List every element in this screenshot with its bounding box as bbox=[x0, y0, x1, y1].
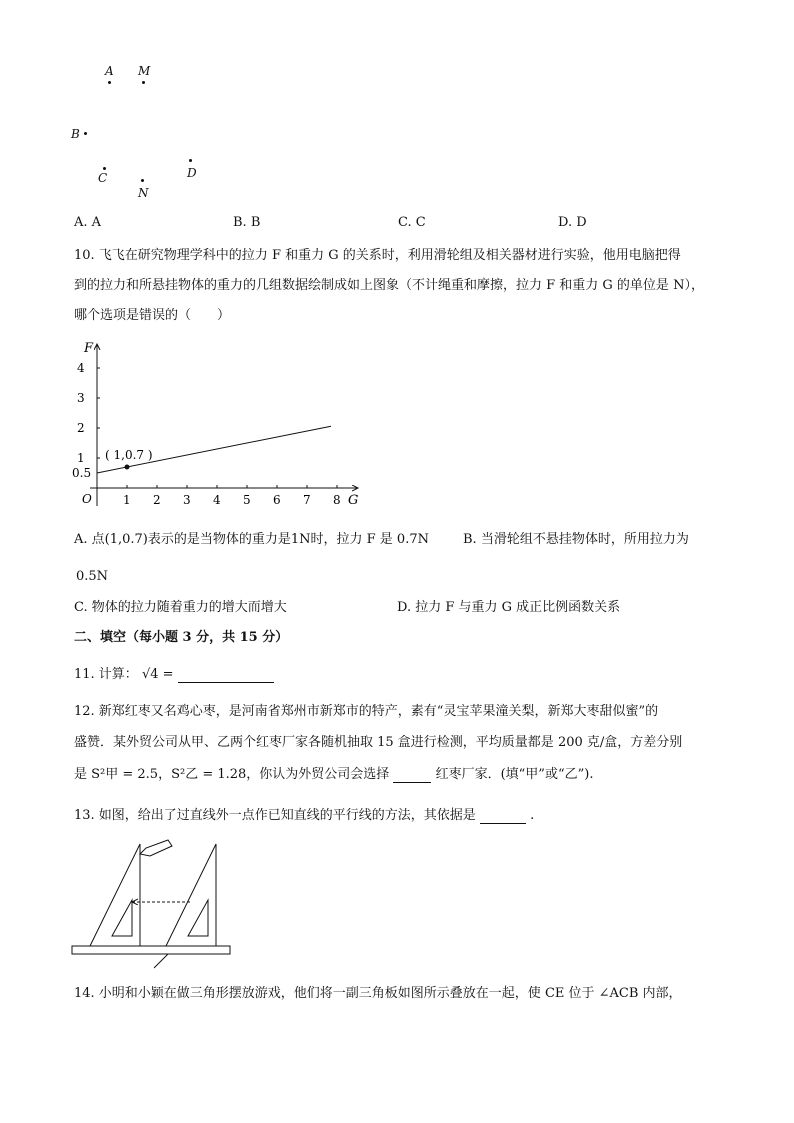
y-axis-label: F bbox=[84, 341, 94, 356]
q9-option-c: C. C bbox=[398, 215, 426, 230]
point-c-dot bbox=[103, 167, 106, 170]
q11-answer-blank[interactable] bbox=[178, 668, 274, 683]
q10-option-a: A. 点(1,0.7)表示的是当物体的重力是1N时，拉力 F 是 0.7N bbox=[74, 532, 429, 547]
point-label-m: M bbox=[138, 64, 151, 78]
q13-answer-blank[interactable] bbox=[480, 809, 526, 824]
point-d-dot bbox=[189, 159, 192, 162]
x-tick-label-2: 2 bbox=[153, 493, 161, 507]
point-label-b: B bbox=[71, 127, 80, 141]
q10-option-b-line1: B. 当滑轮组不悬挂物体时，所用拉力为 bbox=[463, 532, 689, 547]
x-tick-label-5: 5 bbox=[243, 493, 251, 507]
marked-point-label: ( 1,0.7 ) bbox=[105, 448, 153, 462]
y-tick-label-1: 1 bbox=[77, 451, 85, 465]
given-line bbox=[154, 954, 168, 968]
section-heading-fill-in: 二、填空（每小题 3 分，共 15 分） bbox=[74, 630, 289, 645]
right-set-square-inner bbox=[188, 900, 208, 936]
q9-option-d: D. D bbox=[558, 215, 587, 230]
point-m-dot bbox=[142, 81, 145, 84]
q13-line bbox=[74, 808, 534, 824]
q12-line3-end: 红枣厂家．(填“甲”或“乙”). bbox=[435, 767, 594, 782]
marked-point bbox=[125, 465, 130, 470]
q9-option-a: A. A bbox=[74, 215, 102, 230]
point-label-a: A bbox=[105, 64, 114, 78]
x-tick-label-3: 3 bbox=[183, 493, 191, 507]
q11-line bbox=[74, 667, 274, 683]
point-label-n: N bbox=[138, 186, 149, 200]
q12-line3-start: 是 S²甲 = 2.5，S²乙 = 1.28，你认为外贸公司会选择 bbox=[74, 767, 390, 782]
q12-line2: 盛赞．某外贸公司从甲、乙两个红枣厂家各随机抽取 15 盒进行检测，平均质量都是 200 克/盒，方差分别 bbox=[74, 735, 683, 750]
point-n-dot bbox=[141, 179, 144, 182]
q12-line3 bbox=[74, 767, 593, 783]
point-b-dot bbox=[84, 132, 87, 135]
q10-stem-line2: 到的拉力和所悬挂物体的重力的几组数据绘制成如上图象（不计绳重和摩擦，拉力 F 和重力 G 的单位是 N）， bbox=[74, 278, 704, 293]
base-ruler bbox=[72, 946, 230, 954]
q14-line1: 14. 小明和小颖在做三角形摆放游戏，他们将一副三角板如图所示叠放在一起，使 CE 位于 ∠ACB 内部， bbox=[74, 986, 682, 1001]
x-tick-label-1: 1 bbox=[123, 493, 131, 507]
q12-line1: 12. 新郑红枣又名鸡心枣，是河南省郑州市新郑市的特产，素有“灵宝苹果潼关梨，新郑大枣甜似蜜”的 bbox=[74, 704, 659, 719]
q10-option-b-line2: 0.5N bbox=[76, 569, 109, 584]
point-label-d: D bbox=[187, 166, 197, 180]
y-tick-label-2: 2 bbox=[77, 421, 85, 435]
force-gravity-graph bbox=[68, 336, 368, 516]
q10-stem-line1: 10. 飞飞在研究物理学科中的拉力 F 和重力 G 的关系时，利用滑轮组及相关器材进行实验，他用电脑把得 bbox=[74, 248, 681, 263]
parallel-construction-figure bbox=[68, 838, 238, 970]
y-tick-label-0.5: 0.5 bbox=[72, 466, 92, 480]
x-tick-label-7: 7 bbox=[303, 493, 311, 507]
point-a-dot bbox=[108, 81, 111, 84]
q13-text: 13. 如图，给出了过直线外一点作已知直线的平行线的方法，其依据是 bbox=[74, 808, 476, 823]
q11-prefix: 11. 计算： bbox=[74, 667, 138, 682]
q12-answer-blank[interactable] bbox=[393, 768, 431, 783]
y-tick-label-4: 4 bbox=[77, 361, 85, 375]
x-tick-label-8: 8 bbox=[333, 493, 341, 507]
x-tick-label-4: 4 bbox=[213, 493, 221, 507]
left-set-square-inner bbox=[112, 900, 132, 936]
q10-option-c: C. 物体的拉力随着重力的增大而增大 bbox=[74, 600, 287, 615]
q13-end: . bbox=[530, 808, 535, 823]
q11-expression: √4 = bbox=[141, 667, 174, 682]
q10-option-d: D. 拉力 F 与重力 G 成正比例函数关系 bbox=[397, 600, 621, 615]
y-tick-label-3: 3 bbox=[77, 391, 85, 405]
point-label-c: C bbox=[98, 171, 108, 185]
q10-stem-line3: 哪个选项是错误的（ ） bbox=[74, 308, 231, 323]
x-axis-label: G bbox=[348, 493, 359, 508]
q9-option-b: B. B bbox=[233, 215, 261, 230]
pencil-icon bbox=[140, 840, 172, 856]
origin-label: O bbox=[82, 492, 92, 506]
x-tick-label-6: 6 bbox=[273, 493, 281, 507]
